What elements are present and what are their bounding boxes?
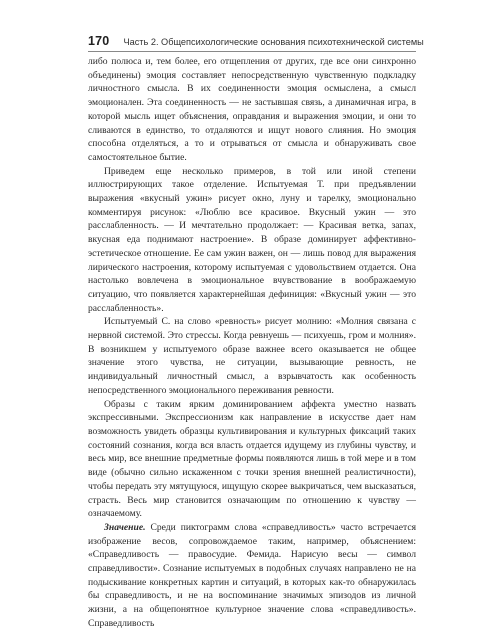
paragraph-jealousy: Испытуемый С. на слово «ревность» рисует молнию: «Молния связана с нервной системой. Это стрессы. Когда ревнуешь — психуешь, гром и молния». В возникшем у испытуемого образе важнее всего оказывается не общее значение этого чувства, не ситуации, вызывающие ревность, не индивидуальный личностный смысл, а взрывчатость как особенность непосредственного эмоционального переживания ревности. xyxy=(88,316,416,396)
paragraph-meaning-text: Среди пиктограмм слова «справедливость» часто встречается изображение весов, сопровождаемое таким, например, объяснением: «Справедливость — правосудие. Фемида. Нарисую весы — символ справедливости». Сознание испытуемых в подобных случаях направлено не на подыскивание конкретных картин и ситуаций, в которых как-то обнаружилась бы справедливость, и не на воспоминание значимых эпизодов из личной жизни, а на общепонятное культурное значение слова «справедливость». Справедливость xyxy=(88,521,416,629)
page-number: 170 xyxy=(88,34,110,48)
paragraph-expressive-images: Образы с таким ярким доминированием аффекта уместно назвать экспрессивными. Экспрессионизм как направление в искусстве дает нам возможность увидеть образцы культивирования и культурных фиксаций таких состояний сознания, когда вся власть отдается идущему из глубины чувству, и весь мир, все внешние предметные формы появляются лишь в той мере и в том виде (обычно сильно искаженном с точки зрения внешней реалистичности), чтобы передать эту мятущуюся, ищущую скорее выкричаться, чем высказаться, страсть. Весь мир становится означающим по отношению к чувству — означаемому. xyxy=(88,398,416,520)
chapter-title: Часть 2. Общепсихологические основания психотехнической системы xyxy=(123,37,424,47)
paragraph-continuation: либо полюса и, тем более, его отщепления от других, где все они синхронно объединены) эмоция составляет непосредственную чувственную подкладку личностного смысла. В их соединенности эмоция осмыслена, а смысл эмоционален. Эта соединенность — не застывшая связь, а динамичная игра, в которой мысль ищет объяснения, оправдания и выражения эмоции, и они то сливаются в единство, то отдаляются и ищут нового слияния. Но эмоция способна отделяться, а то и отрываться от смысла и обнаруживать свое самостоятельное бытие. xyxy=(88,56,416,163)
section-keyword: Значение. xyxy=(104,521,146,533)
header-rule xyxy=(88,51,416,52)
paragraph-examples: Приведем еще несколько примеров, в той или иной степени иллюстрирующих такое отделение. Испытуемая Т. при предъявлении выражения «вкусный ужин» рисует окно, луну и тарелку, эмоционально комментируя рисунок: «Люблю все красивое. Вкусный ужин — это расслабленность. — И мечтательно продолжает: — Красивая ветка, запах, вкусная еда поднимают настроение». В образе доминирует аффективно-эстетическое отношение. Ее сам ужин важен, он — лишь повод для выражения лирического настроения, которому испытуемая с удовольствием отдается. Она настолько вовлечена в эмоциональное вчувствование в воображаемую ситуацию, что появляется характернейшая дефиниция: «Вкусный ужин — это расслабленность». xyxy=(88,165,416,314)
body-text xyxy=(88,55,416,631)
running-head xyxy=(88,34,424,48)
paragraph-meaning xyxy=(88,521,416,631)
